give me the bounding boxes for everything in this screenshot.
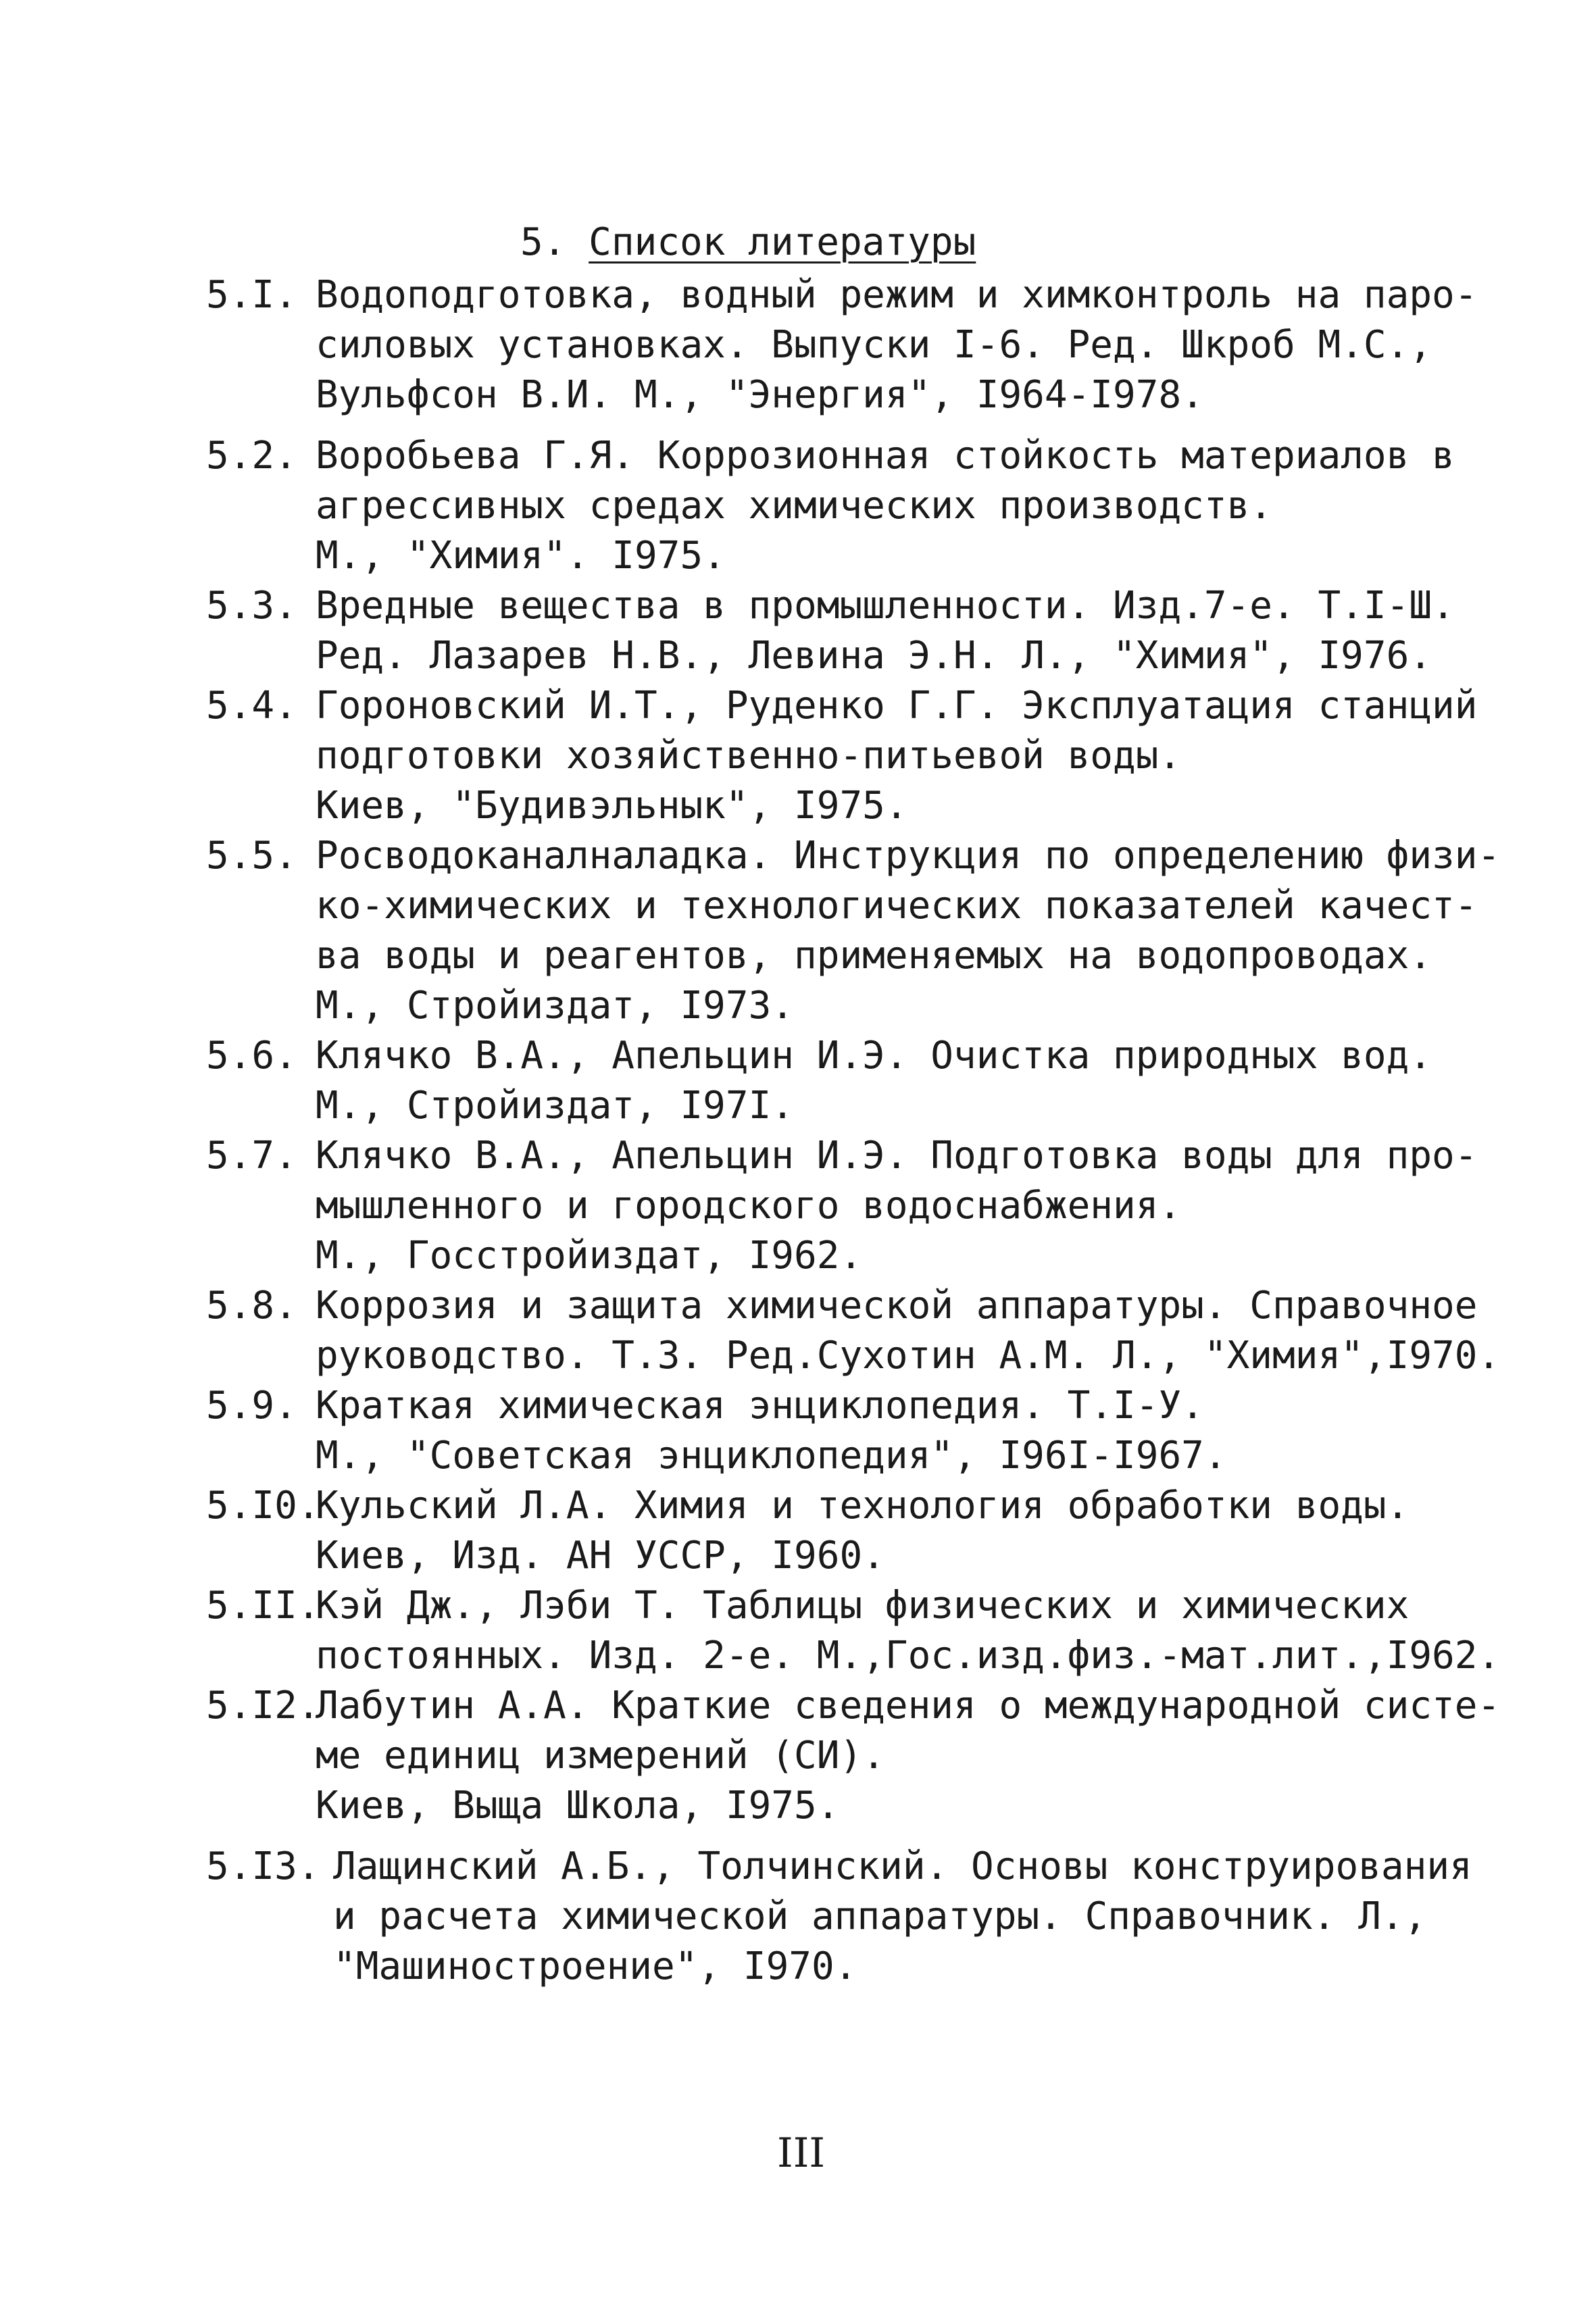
reference-number: 5.I. [206, 273, 297, 317]
reference-item [206, 431, 1530, 581]
reference-line: Гороновский И.Т., Руденко Г.Г. Эксплуатация станций [316, 684, 1478, 728]
reference-line: М., Госстройиздат, I962. [316, 1234, 863, 1278]
reference-line: подготовки хозяйственно-питьевой воды. [316, 734, 1182, 778]
reference-number: 5.I2. [206, 1684, 320, 1728]
section-number: 5. [520, 220, 566, 264]
reference-line: Водоподготовка, водный режим и химконтроль на паро- [316, 273, 1478, 317]
reference-line: ва воды и реагентов, применяемых на водопроводах. [316, 934, 1432, 978]
reference-line: Киев, Выща Школа, I975. [316, 1784, 840, 1828]
reference-line: Коррозия и защита химической аппаратуры. Справочное [316, 1284, 1478, 1328]
reference-line: ме единиц измерений (СИ). [316, 1734, 885, 1778]
reference-number: 5.5. [206, 834, 297, 878]
reference-number: 5.I0. [206, 1484, 320, 1528]
reference-item [206, 270, 1530, 420]
reference-line: М., Стройиздат, I973. [316, 984, 795, 1028]
reference-number: 5.I3. [206, 1844, 320, 1888]
reference-line: постоянных. Изд. 2-е. М.,Гос.изд.физ.-мат.лит.,I962. [316, 1634, 1501, 1678]
reference-list [206, 270, 1530, 1992]
reference-line: Воробьева Г.Я. Коррозионная стойкость материалов в [316, 434, 1455, 478]
reference-line: Киев, Изд. АН УССР, I960. [316, 1534, 885, 1578]
reference-line: М., Стройиздат, I97I. [316, 1084, 795, 1128]
reference-item [206, 581, 1530, 681]
reference-number: 5.9. [206, 1384, 297, 1428]
section-title: Список литературы [589, 220, 976, 264]
reference-item [206, 681, 1530, 831]
reference-item [206, 1031, 1530, 1131]
section-heading [520, 218, 976, 268]
reference-item [206, 831, 1530, 1031]
page-number: III [777, 2130, 826, 2177]
reference-line: Росводоканалналадка. Инструкция по определению физи- [316, 834, 1501, 878]
reference-line: ко-химических и технологических показателей качест- [316, 884, 1478, 928]
reference-number: 5.2. [206, 434, 297, 478]
reference-line: "Машиностроение", I970. [333, 1944, 857, 1988]
reference-item [206, 1481, 1530, 1581]
reference-item [206, 1681, 1530, 1831]
reference-line: М., "Химия". I975. [316, 534, 726, 578]
reference-line: руководство. Т.3. Ред.Сухотин А.М. Л., "Химия",I970. [316, 1334, 1501, 1378]
reference-line: мышленного и городского водоснабжения. [316, 1184, 1182, 1228]
reference-item [206, 1381, 1530, 1481]
reference-line: Лабутин А.А. Краткие сведения о международной систе- [316, 1684, 1501, 1728]
reference-line: и расчета химической аппаратуры. Справочник. Л., [333, 1894, 1427, 1938]
reference-line: Клячко В.А., Апельцин И.Э. Очистка природных вод. [316, 1034, 1432, 1078]
reference-line: Лащинский А.Б., Толчинский. Основы конструирования [333, 1844, 1472, 1888]
reference-number: 5.8. [206, 1284, 297, 1328]
reference-line: Киев, "Будивэльнык", I975. [316, 784, 908, 828]
reference-item [206, 1131, 1530, 1281]
reference-line: Вредные вещества в промышленности. Изд.7-е. Т.I-Ш. [316, 584, 1455, 628]
reference-line: Вульфсон В.И. М., "Энергия", I964-I978. [316, 373, 1204, 417]
reference-item [206, 1581, 1530, 1681]
reference-line: Краткая химическая энциклопедия. Т.I-У. [316, 1384, 1204, 1428]
reference-line: Кульский Л.А. Химия и технология обработки воды. [316, 1484, 1410, 1528]
reference-item [206, 1842, 1530, 1992]
reference-number: 5.7. [206, 1134, 297, 1178]
reference-number: 5.II. [206, 1584, 320, 1628]
reference-line: Кэй Дж., Лэби Т. Таблицы физических и химических [316, 1584, 1410, 1628]
reference-item [206, 1281, 1530, 1381]
reference-line: Клячко В.А., Апельцин И.Э. Подготовка воды для про- [316, 1134, 1478, 1178]
reference-number: 5.6. [206, 1034, 297, 1078]
reference-number: 5.4. [206, 684, 297, 728]
reference-line: силовых установках. Выпуски I-6. Ред. Шкроб М.С., [316, 323, 1432, 367]
reference-line: Ред. Лазарев Н.В., Левина Э.Н. Л., "Химия", I976. [316, 634, 1432, 678]
reference-number: 5.3. [206, 584, 297, 628]
reference-line: агрессивных средах химических производств. [316, 484, 1273, 528]
reference-line: М., "Советская энциклопедия", I96I-I967. [316, 1434, 1227, 1478]
